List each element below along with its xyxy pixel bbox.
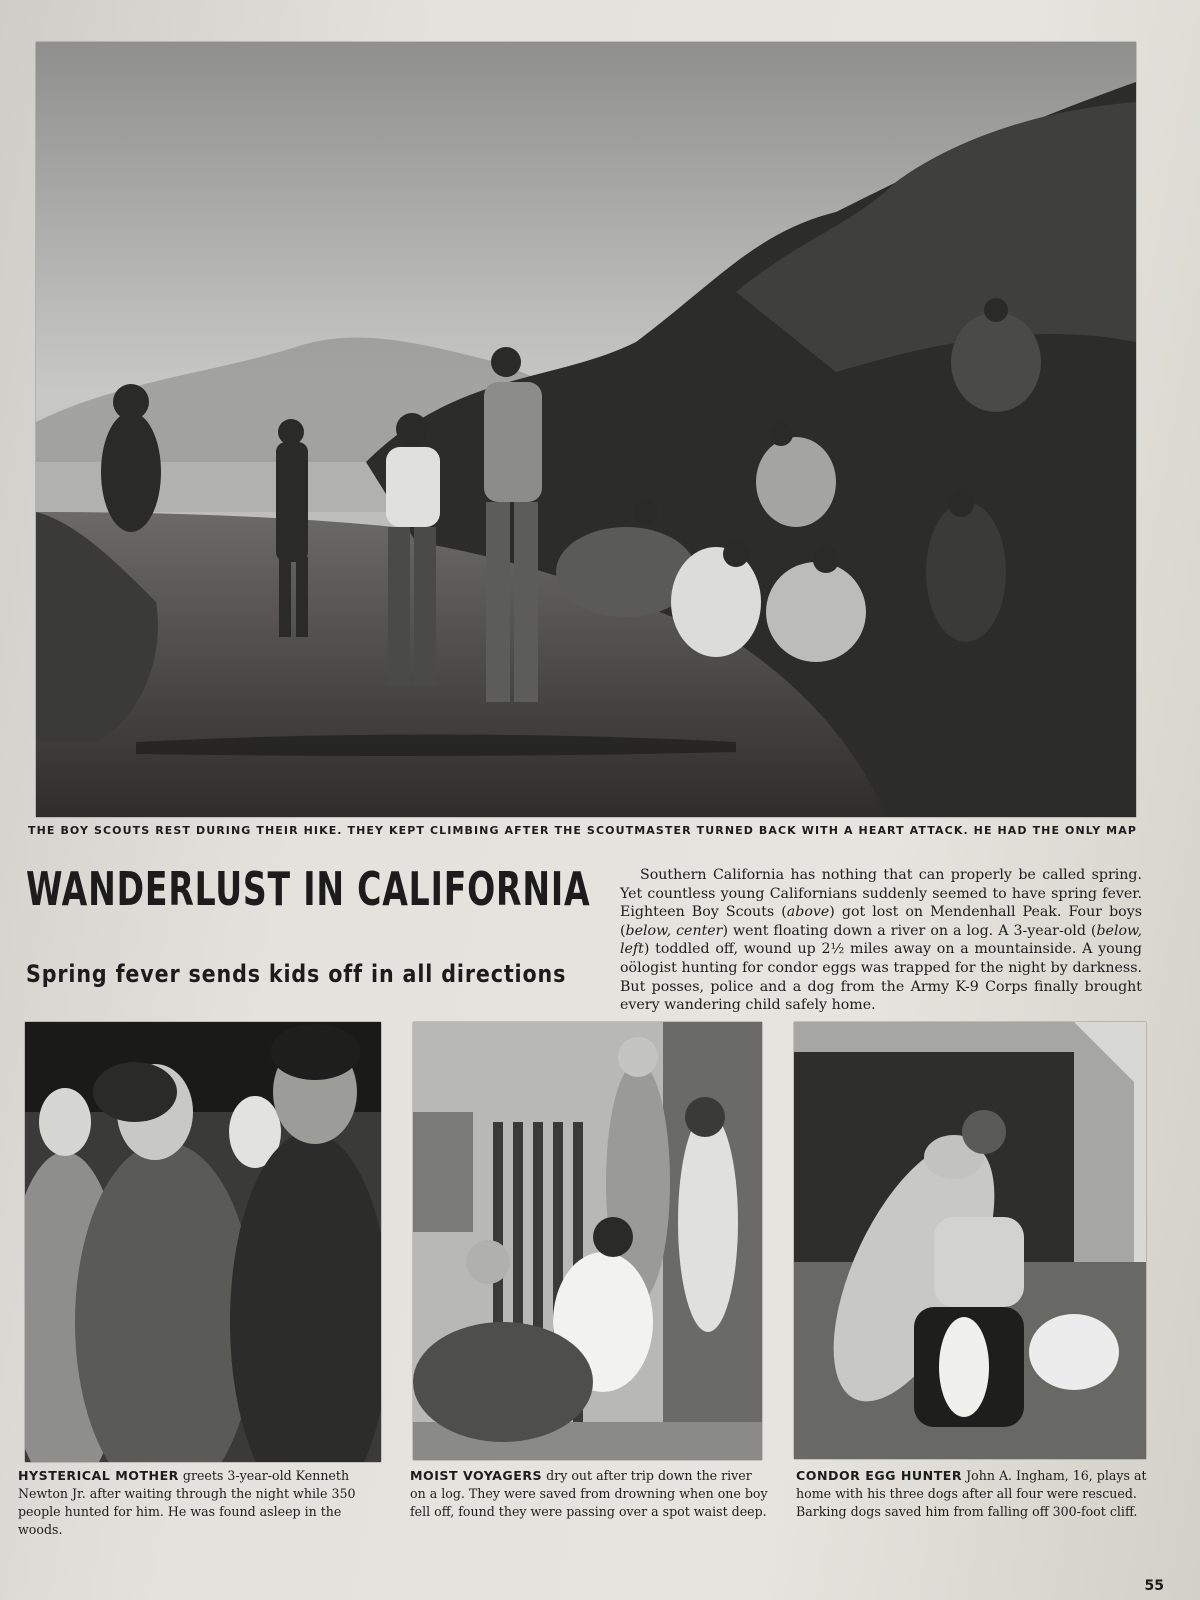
mother-caption: HYSTERICAL MOTHER greets 3-year-old Kenneth Newton Jr. after waiting through the night while 350 people hunted for him. He was found asleep in the woods. [18,1468,356,1537]
voyagers-caption: MOIST VOYAGERS dry out after trip down the river on a log. They were saved from drowning when one boy fell off, found they were passing over a spot waist deep. [410,1468,768,1519]
subhead: Spring fever sends kids off in all directions [26,960,567,988]
moist-voyagers-photo [413,1022,762,1460]
hero-caption: THE BOY SCOUTS REST DURING THEIR HIKE. THEY KEPT CLIMBING AFTER THE SCOUTMASTER TURNED BACK WITH A HEART ATTACK. HE HAD THE ONLY MAP [28,824,1138,837]
boy-scouts-hike-photo [36,42,1136,817]
mother-caption-lead: HYSTERICAL MOTHER [18,1468,179,1483]
hysterical-mother-photo [25,1022,381,1462]
voyagers-caption-lead: MOIST VOYAGERS [410,1468,543,1483]
intro-paragraph: Southern California has nothing that can properly be called spring. Yet countless young Californians suddenly seemed to have spring fever. Eighteen Boy Scouts (above) got lost on Mendenhall Peak. Four boys (below, center) went floating down a river on a log. A 3-year-old (below, left) toddled off, wound up 2½ miles away on a mountainside. A young oölogist hunting for condor eggs was trapped for the night by darkness. But posses, police and a dog from the Army K-9 Corps finally brought every wandering child safely home. [620,867,1142,1014]
condor-caption: CONDOR EGG HUNTER John A. Ingham, 16, plays at home with his three dogs after all four were rescued. Barking dogs saved him from falling off 300-foot cliff. [796,1468,1147,1519]
condor-caption-lead: CONDOR EGG HUNTER [796,1468,963,1483]
page-number: 55 [1144,1578,1164,1594]
condor-egg-hunter-photo [794,1022,1146,1459]
headline: WANDERLUST IN CALIFORNIA [26,862,591,916]
